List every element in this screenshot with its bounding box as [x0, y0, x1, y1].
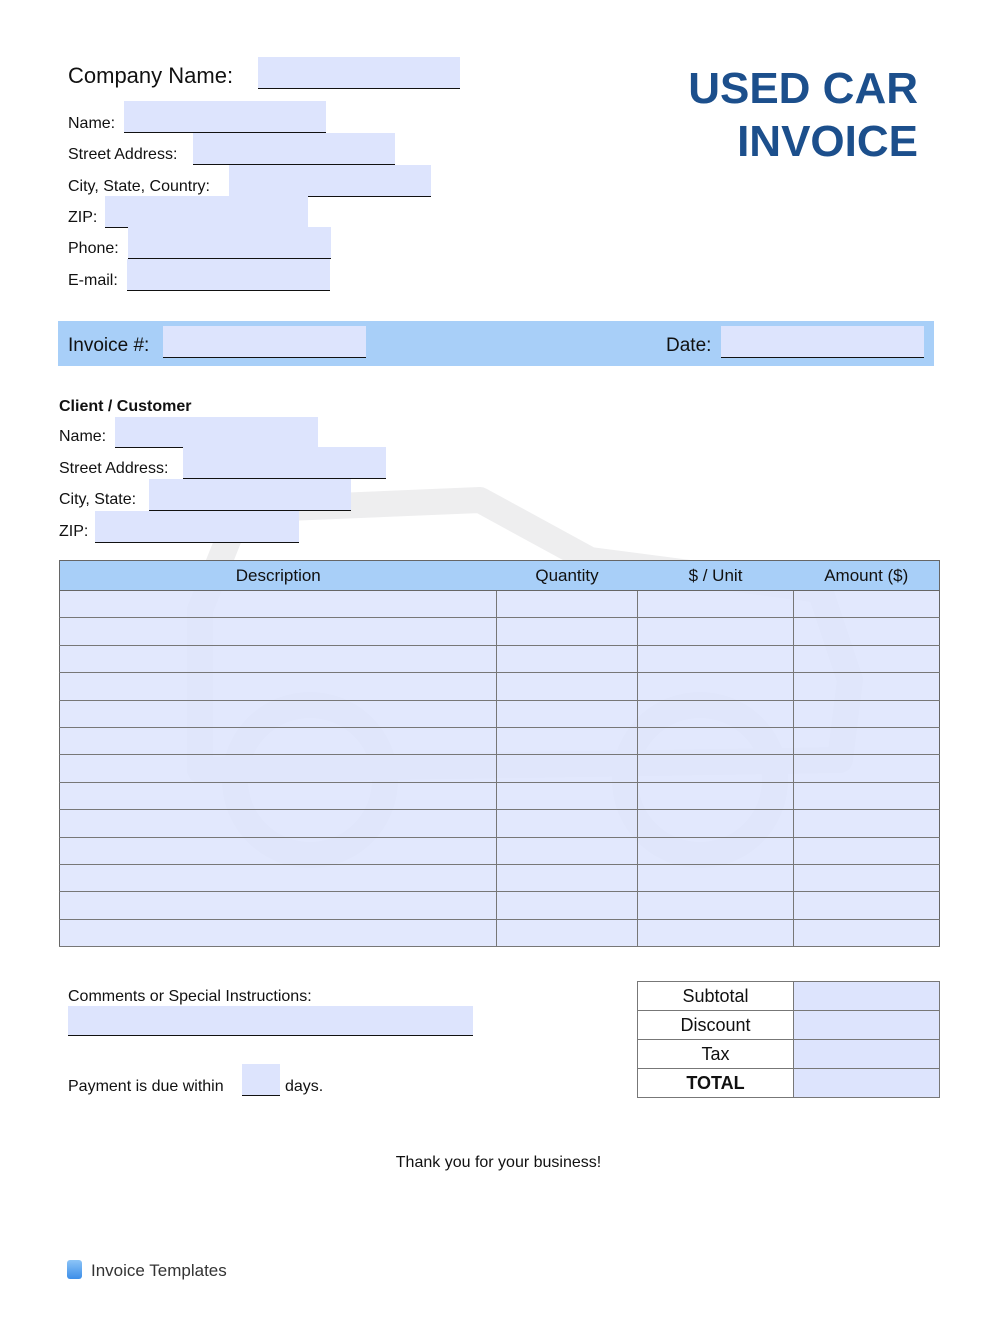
- quantity-cell[interactable]: [497, 919, 638, 946]
- table-row: [60, 591, 940, 618]
- client-zip-label: ZIP:: [59, 523, 89, 540]
- amount-cell[interactable]: [794, 618, 940, 645]
- items-body: [60, 591, 940, 947]
- table-row: [60, 700, 940, 727]
- payment-prefix: Payment is due within: [68, 1078, 224, 1095]
- table-row: [60, 892, 940, 919]
- subtotal-label: Subtotal: [638, 982, 794, 1011]
- subtotal-value[interactable]: [794, 982, 940, 1011]
- quantity-cell[interactable]: [497, 864, 638, 891]
- quantity-cell[interactable]: [497, 837, 638, 864]
- quantity-cell[interactable]: [497, 591, 638, 618]
- description-cell[interactable]: [60, 892, 497, 919]
- description-cell[interactable]: [60, 618, 497, 645]
- header-amount: Amount ($): [794, 561, 940, 591]
- unit-price-cell[interactable]: [638, 591, 794, 618]
- unit-price-cell[interactable]: [638, 673, 794, 700]
- company-name-field-label: Name:: [68, 115, 116, 132]
- client-street-field[interactable]: [183, 447, 386, 479]
- company-city-field[interactable]: [229, 165, 431, 197]
- quantity-cell[interactable]: [497, 700, 638, 727]
- company-name-field[interactable]: [258, 57, 460, 89]
- header-unit-price: $ / Unit: [638, 561, 794, 591]
- amount-cell[interactable]: [794, 673, 940, 700]
- quantity-cell[interactable]: [497, 892, 638, 919]
- table-row: [60, 837, 940, 864]
- tax-value[interactable]: [794, 1040, 940, 1069]
- company-street-field[interactable]: [193, 133, 395, 165]
- description-cell[interactable]: [60, 755, 497, 782]
- amount-cell[interactable]: [794, 727, 940, 754]
- table-row: [60, 727, 940, 754]
- amount-cell[interactable]: [794, 837, 940, 864]
- discount-label: Discount: [638, 1011, 794, 1040]
- description-cell[interactable]: [60, 727, 497, 754]
- client-name-label: Name:: [59, 428, 107, 445]
- description-cell[interactable]: [60, 673, 497, 700]
- description-cell[interactable]: [60, 810, 497, 837]
- payment-days-field[interactable]: [242, 1064, 280, 1096]
- unit-price-cell[interactable]: [638, 837, 794, 864]
- invoice-number-field[interactable]: [163, 326, 366, 358]
- comments-field[interactable]: [68, 1006, 473, 1036]
- table-row: [60, 673, 940, 700]
- description-cell[interactable]: [60, 782, 497, 809]
- total-value[interactable]: [794, 1069, 940, 1098]
- header-quantity: Quantity: [497, 561, 638, 591]
- client-city-field[interactable]: [149, 479, 351, 511]
- total-label: TOTAL: [638, 1069, 794, 1098]
- subtotal-row: [638, 982, 940, 1011]
- amount-cell[interactable]: [794, 700, 940, 727]
- description-cell[interactable]: [60, 645, 497, 672]
- description-cell[interactable]: [60, 591, 497, 618]
- description-cell[interactable]: [60, 837, 497, 864]
- unit-price-cell[interactable]: [638, 892, 794, 919]
- amount-cell[interactable]: [794, 591, 940, 618]
- table-row: [60, 618, 940, 645]
- amount-cell[interactable]: [794, 810, 940, 837]
- date-label: Date:: [666, 335, 712, 356]
- quantity-cell[interactable]: [497, 810, 638, 837]
- company-zip-label: ZIP:: [68, 209, 98, 226]
- quantity-cell[interactable]: [497, 727, 638, 754]
- table-row: [60, 782, 940, 809]
- company-contact-name-field[interactable]: [124, 101, 326, 133]
- quantity-cell[interactable]: [497, 618, 638, 645]
- date-field[interactable]: [721, 326, 924, 358]
- quantity-cell[interactable]: [497, 645, 638, 672]
- company-phone-label: Phone:: [68, 240, 119, 257]
- invoice-templates-logo-icon: [67, 1260, 82, 1279]
- footer-brand: Invoice Templates: [91, 1261, 227, 1280]
- table-row: [60, 919, 940, 946]
- unit-price-cell[interactable]: [638, 919, 794, 946]
- items-table: [59, 560, 940, 947]
- discount-value[interactable]: [794, 1011, 940, 1040]
- unit-price-cell[interactable]: [638, 782, 794, 809]
- title-line-2: INVOICE: [737, 117, 918, 166]
- comments-label: Comments or Special Instructions:: [68, 988, 312, 1005]
- totals-table: [637, 981, 940, 1098]
- total-row: [638, 1069, 940, 1098]
- client-city-label: City, State:: [59, 491, 137, 508]
- unit-price-cell[interactable]: [638, 810, 794, 837]
- quantity-cell[interactable]: [497, 673, 638, 700]
- unit-price-cell[interactable]: [638, 700, 794, 727]
- tax-label: Tax: [638, 1040, 794, 1069]
- amount-cell[interactable]: [794, 645, 940, 672]
- description-cell[interactable]: [60, 919, 497, 946]
- tax-row: [638, 1040, 940, 1069]
- company-email-label: E-mail:: [68, 272, 118, 289]
- invoice-title: [688, 62, 918, 168]
- table-row: [60, 864, 940, 891]
- invoice-number-label: Invoice #:: [68, 335, 150, 356]
- quantity-cell[interactable]: [497, 755, 638, 782]
- amount-cell[interactable]: [794, 919, 940, 946]
- unit-price-cell[interactable]: [638, 755, 794, 782]
- company-name-label: Company Name:: [68, 63, 234, 88]
- company-city-label: City, State, Country:: [68, 178, 210, 195]
- table-row: [60, 810, 940, 837]
- amount-cell[interactable]: [794, 782, 940, 809]
- table-row: [60, 755, 940, 782]
- unit-price-cell[interactable]: [638, 864, 794, 891]
- table-row: [60, 645, 940, 672]
- discount-row: [638, 1011, 940, 1040]
- items-header-row: [60, 561, 940, 591]
- amount-cell[interactable]: [794, 864, 940, 891]
- title-line-1: USED CAR: [688, 64, 918, 113]
- unit-price-cell[interactable]: [638, 645, 794, 672]
- unit-price-cell[interactable]: [638, 618, 794, 645]
- quantity-cell[interactable]: [497, 782, 638, 809]
- company-email-field[interactable]: [127, 259, 330, 291]
- amount-cell[interactable]: [794, 755, 940, 782]
- company-zip-field[interactable]: [105, 196, 308, 228]
- description-cell[interactable]: [60, 700, 497, 727]
- unit-price-cell[interactable]: [638, 727, 794, 754]
- client-name-field[interactable]: [115, 417, 318, 448]
- header-description: Description: [60, 561, 497, 591]
- client-street-label: Street Address:: [59, 460, 169, 477]
- thank-you-text: Thank you for your business!: [395, 1154, 602, 1171]
- company-street-label: Street Address:: [68, 146, 178, 163]
- client-zip-field[interactable]: [95, 511, 299, 543]
- amount-cell[interactable]: [794, 892, 940, 919]
- company-phone-field[interactable]: [128, 227, 331, 259]
- payment-suffix: days.: [285, 1078, 324, 1095]
- description-cell[interactable]: [60, 864, 497, 891]
- client-heading: Client / Customer: [59, 398, 192, 415]
